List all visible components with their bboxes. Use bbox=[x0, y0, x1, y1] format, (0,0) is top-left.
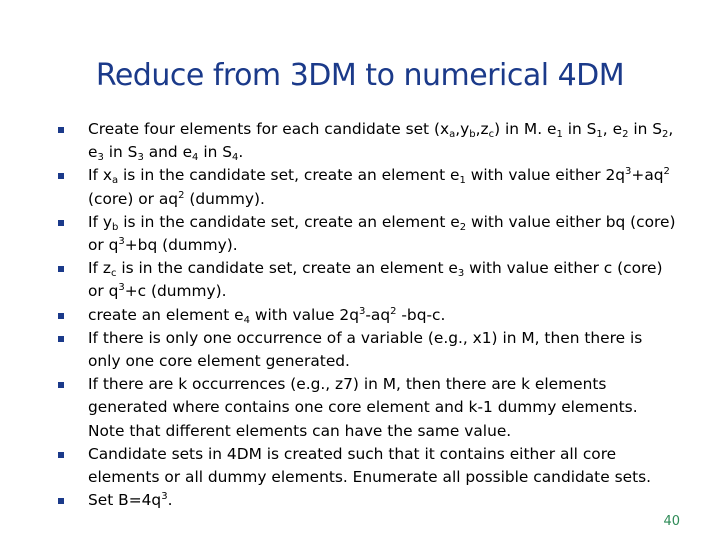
bullet-item bbox=[58, 327, 678, 373]
square-bullet-icon bbox=[58, 498, 64, 504]
bullet-text: . bbox=[167, 491, 173, 510]
bullet-text: y bbox=[460, 120, 470, 138]
bullet-text: 1 bbox=[556, 129, 563, 140]
bullet-text: 1 bbox=[596, 129, 603, 140]
bullet-text: -bq-c. bbox=[396, 305, 446, 324]
bullet-item bbox=[58, 118, 678, 164]
bullet-item bbox=[58, 211, 678, 257]
bullet-text: 4 bbox=[192, 152, 199, 164]
bullet-item bbox=[58, 257, 678, 303]
bullet-text: with value either c (core) or q bbox=[88, 259, 663, 301]
bullet-text: 3 bbox=[161, 491, 168, 503]
bullet-text: is in the candidate set, create an element e bbox=[118, 166, 460, 185]
bullet-text: 2 bbox=[662, 129, 669, 140]
bullet-text: in S bbox=[103, 143, 138, 162]
bullet-text: 2 bbox=[459, 221, 467, 233]
bullet-text: 3 bbox=[358, 305, 366, 317]
bullet-text: , e bbox=[88, 120, 674, 162]
square-bullet-icon bbox=[58, 452, 64, 458]
bullet-list bbox=[58, 118, 678, 512]
bullet-text: 3 bbox=[118, 282, 125, 294]
bullet-item bbox=[58, 489, 678, 512]
bullet-text: 4 bbox=[232, 152, 239, 164]
bullet-item bbox=[58, 164, 678, 210]
square-bullet-icon bbox=[58, 173, 64, 179]
bullet-text: 4 bbox=[243, 314, 251, 326]
bullet-text: c bbox=[488, 129, 495, 140]
bullet-text: . bbox=[238, 143, 244, 162]
bullet-text: Create four elements for each candidate set (x bbox=[88, 120, 450, 138]
bullet-text: , bbox=[455, 120, 461, 138]
bullet-text: (dummy). bbox=[184, 189, 265, 208]
square-bullet-icon bbox=[58, 313, 64, 319]
square-bullet-icon bbox=[58, 220, 64, 226]
bullet-text: If z bbox=[88, 259, 111, 278]
bullet-item bbox=[58, 304, 678, 327]
bullet-text: in S bbox=[562, 120, 597, 138]
slide-title: Reduce from 3DM to numerical 4DM bbox=[95, 58, 625, 93]
bullet-text: b bbox=[469, 129, 476, 140]
square-bullet-icon bbox=[58, 382, 64, 388]
bullet-text: If x bbox=[88, 166, 112, 185]
bullet-text: If there are k occurrences (e.g., z7) in M, then there are k elements generated where contains one core element and k-1 dummy elements. Note that different elements can have the same value. bbox=[88, 375, 638, 440]
square-bullet-icon bbox=[58, 336, 64, 342]
bullet-text: with value 2q bbox=[250, 305, 359, 324]
bullet-text: 3 bbox=[457, 268, 465, 280]
bullet-text: +aq bbox=[631, 166, 664, 185]
bullet-text: If there is only one occurrence of a variable (e.g., x1) in M, then there is only one core element generated. bbox=[88, 328, 643, 371]
bullet-text: create an element e bbox=[88, 305, 244, 324]
bullet-text: with value either bq (core) or q bbox=[88, 212, 676, 255]
square-bullet-icon bbox=[58, 127, 64, 133]
bullet-text: a bbox=[449, 129, 456, 140]
bullet-text: c bbox=[110, 268, 117, 280]
bullet-text: ,z bbox=[475, 120, 489, 138]
bullet-text: ) in M. e bbox=[494, 120, 557, 138]
bullet-text: If y bbox=[88, 212, 112, 231]
bullet-text: b bbox=[111, 221, 119, 233]
bullet-text: 2 bbox=[178, 189, 185, 201]
bullet-text: is in the candidate set, create an element e bbox=[118, 212, 460, 231]
bullet-text: 2 bbox=[622, 129, 629, 140]
bullet-item bbox=[58, 443, 678, 489]
bullet-text: with value either 2q bbox=[465, 166, 626, 185]
bullet-text: , e bbox=[602, 120, 623, 138]
bullet-text: 2 bbox=[390, 305, 397, 317]
bullet-text: 3 bbox=[137, 152, 144, 164]
page-number: 40 bbox=[663, 514, 680, 529]
bullet-text: a bbox=[111, 175, 119, 187]
bullet-text: Candidate sets in 4DM is created such that it contains either all core elements or all dummy elements. Enumerate all possible candidate sets. bbox=[88, 444, 652, 487]
bullet-text: is in the candidate set, create an element e bbox=[116, 259, 458, 278]
square-bullet-icon bbox=[58, 266, 64, 272]
bullet-text: Set B=4q bbox=[88, 491, 162, 510]
bullet-text: +c (dummy). bbox=[124, 282, 227, 301]
bullet-text: in S bbox=[198, 143, 233, 162]
bullet-text: and e bbox=[143, 143, 193, 162]
bullet-text: in S bbox=[628, 120, 663, 138]
bullet-text: 2 bbox=[663, 166, 670, 178]
bullet-text: 1 bbox=[459, 175, 466, 187]
bullet-text: +bq (dummy). bbox=[124, 236, 238, 255]
bullet-text: -aq bbox=[365, 305, 391, 324]
bullet-text: 3 bbox=[97, 152, 104, 164]
bullet-item bbox=[58, 373, 678, 443]
bullet-text: 3 bbox=[625, 166, 632, 178]
bullet-text: 3 bbox=[118, 236, 125, 248]
bullet-text: (core) or aq bbox=[88, 189, 179, 208]
